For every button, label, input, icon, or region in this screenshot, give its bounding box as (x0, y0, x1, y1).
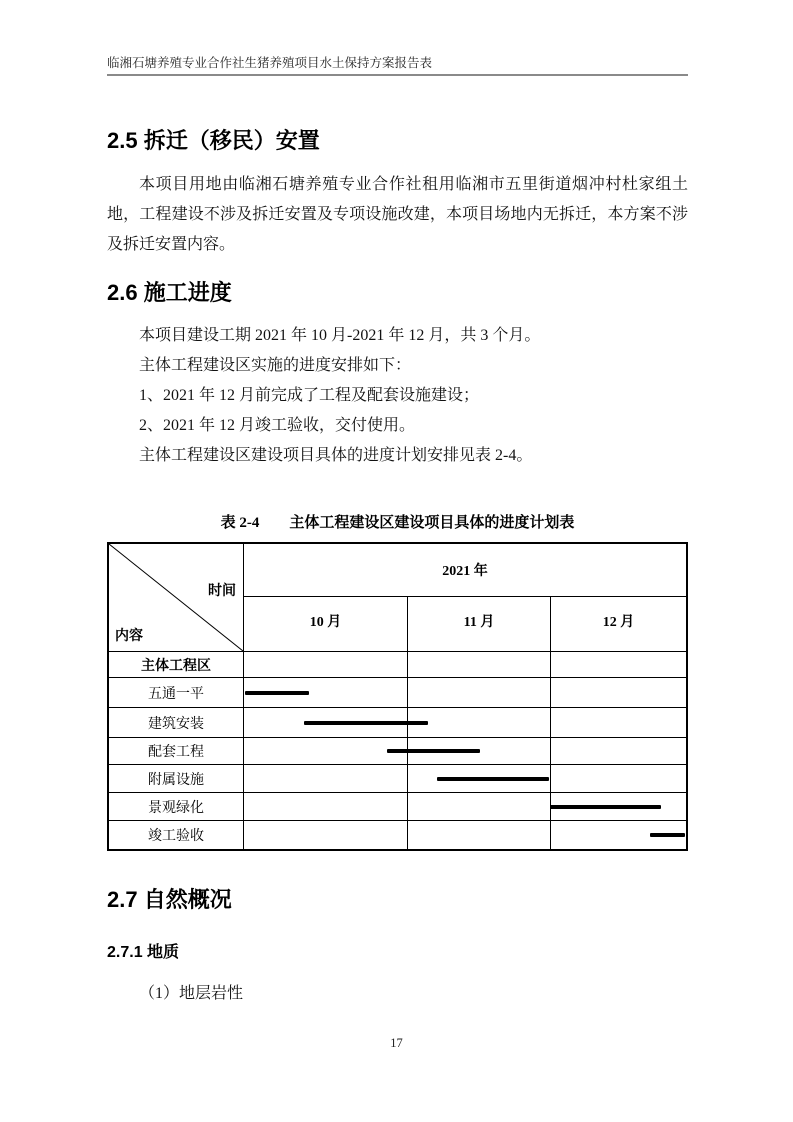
gantt-bar (304, 721, 428, 725)
gantt-row (109, 651, 686, 677)
schedule-table-body (109, 651, 686, 849)
row-label: 景观绿化 (109, 793, 244, 820)
row-label: 主体工程区 (109, 652, 244, 677)
body-line: 主体工程建设区实施的进度安排如下： (139, 357, 412, 374)
body-line: 1、2021 年 12 月前完成了工程及配套设施建设； (139, 387, 480, 404)
page-number: 17 (390, 1036, 403, 1050)
diagonal-header-cell (109, 544, 244, 651)
corner-label-time: 时间 (208, 584, 236, 599)
list-item-1: （1）地层岩性 (139, 985, 244, 1002)
schedule-table (107, 542, 688, 851)
gantt-row (109, 820, 686, 849)
gantt-bar (650, 833, 685, 837)
month-header-oct: 10 月 (244, 596, 407, 651)
table-caption-label: 表 2-4 (220, 515, 260, 531)
row-label: 竣工验收 (109, 821, 244, 849)
gantt-bar (550, 805, 661, 809)
schedule-table-header (109, 544, 686, 651)
bar-layer (245, 793, 686, 820)
month-header-nov: 11 月 (407, 596, 550, 651)
running-header: 临湘石塘养殖专业合作社生猪养殖项目水土保持方案报告表 (107, 55, 688, 76)
paragraph-2-5: 本项目用地由临湘石塘养殖专业合作社租用临湘市五里街道烟冲村杜家组土地，工程建设不涉及拆迁安置及专项设施改建，本项目场地内无拆迁，本方案不涉及拆迁安置内容。 (107, 176, 688, 253)
body-line: 主体工程建设区建设项目具体的进度计划安排见表 2-4。 (139, 447, 533, 464)
schedule-cell (407, 652, 550, 677)
gantt-row (109, 764, 686, 792)
year-header-cell: 2021 年 (442, 564, 488, 579)
table-caption (107, 511, 688, 532)
body-line: 2、2021 年 12 月竣工验收，交付使用。 (139, 417, 416, 434)
body-line: 本项目建设工期 2021 年 10 月-2021 年 12 月，共 3 个月。 (139, 327, 541, 344)
gantt-bar (387, 749, 481, 753)
section-2-6-body (107, 321, 688, 471)
gantt-bar (437, 777, 549, 781)
schedule-cell (550, 652, 686, 677)
row-label: 附属设施 (109, 765, 244, 792)
schedule-cell (244, 652, 407, 677)
bar-layer (245, 821, 686, 849)
month-header-dec: 12 月 (550, 596, 686, 651)
section-heading-2-7: 2.7 自然概况 (107, 887, 232, 912)
row-label: 配套工程 (109, 738, 244, 764)
gantt-row (109, 737, 686, 764)
gantt-row (109, 677, 686, 707)
corner-label-content: 内容 (115, 629, 143, 644)
subsection-heading-2-7-1: 2.7.1 地质 (107, 944, 180, 961)
table-caption-title: 主体工程建设区建设项目具体的进度计划表 (289, 515, 575, 531)
bar-layer (245, 708, 686, 737)
section-heading-2-5: 2.5 拆迁（移民）安置 (107, 128, 320, 153)
gantt-row (109, 707, 686, 737)
gantt-bar (245, 691, 309, 695)
bar-layer (245, 678, 686, 707)
bar-layer (245, 765, 686, 792)
row-label: 建筑安装 (109, 708, 244, 737)
bar-layer (245, 738, 686, 764)
gantt-row (109, 792, 686, 820)
row-label: 五通一平 (109, 678, 244, 707)
section-heading-2-6: 2.6 施工进度 (107, 280, 232, 305)
